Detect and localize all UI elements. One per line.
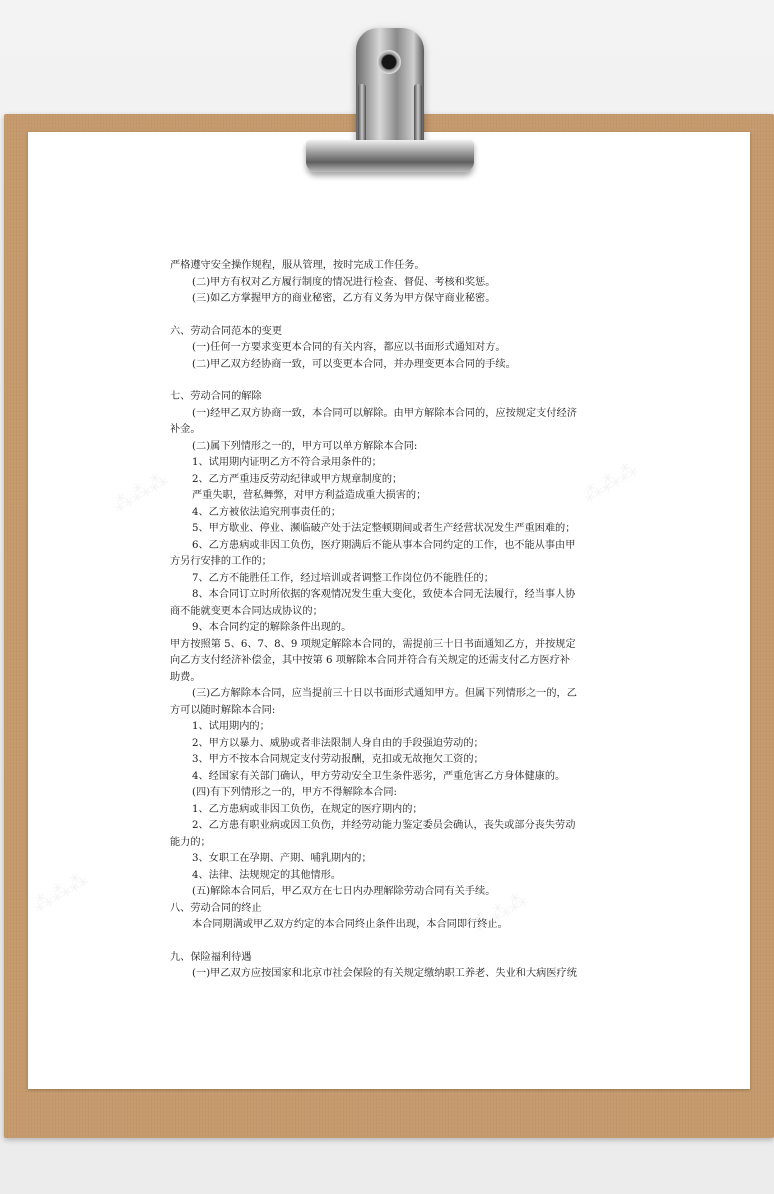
text-line: 补金。 [170, 424, 201, 435]
text-line: (五)解除本合同后，甲乙双方在七日内办理解除劳动合同有关手续。 [192, 886, 496, 897]
text-line: 5、甲方歇业、停业、濒临破产处于法定整顿期间或者生产经营状况发生严重困难的； [192, 523, 576, 534]
text-line: 3、甲方不按本合同规定支付劳动报酬，克扣或无故拖欠工资的； [192, 754, 484, 765]
text-line: (三)乙方解除本合同，应当提前三十日以书面形式通知甲方。但属下列情形之一的，乙 [192, 688, 577, 699]
text-line: 1、试用期内证明乙方不符合录用条件的； [192, 457, 382, 468]
text-line: 1、试用期内的； [192, 721, 270, 732]
text-line: 3、女职工在孕期、产期、哺乳期内的； [192, 853, 372, 864]
text-line: 4、经国家有关部门确认，甲方劳动安全卫生条件恶劣，严重危害乙方身体健康的。 [192, 770, 566, 782]
text-line: 2、乙方患有职业病或因工负伤，并经劳动能力鉴定委员会确认，丧失或部分丧失劳动 [192, 820, 576, 831]
text-line: 7、乙方不能胜任工作，经过培训或者调整工作岗位仍不能胜任的； [192, 572, 494, 584]
text-line: 方可以随时解除本合同: [170, 704, 276, 716]
text-line: 向乙方支付经济补偿金，其中按第 6 项解除本合同并符合有关规定的还需支付乙方医疗补 [170, 655, 571, 666]
text-line: 8、本合同订立时所依据的客观情况发生重大变化，致使本合同无法履行，经当事人协 [192, 589, 576, 600]
text-line: 1、乙方患病或非因工负伤，在规定的医疗期内的； [192, 803, 423, 815]
section-heading: 九、保险福利待遇 [170, 951, 252, 963]
text-line: 9、本合同约定的解除条件出现的。 [192, 622, 352, 633]
text-line: 2、甲方以暴力、威胁或者非法限制人身自由的手段强迫劳动的； [192, 737, 484, 749]
text-line: 严重失职，营私舞弊，对甲方利益造成重大损害的； [192, 490, 427, 501]
text-line: (二)属下列情形之一的，甲方可以单方解除本合同: [192, 440, 418, 452]
text-line: 甲方按照第 5、6、7、8、9 项规定解除本合同的，需提前三十日书面通知乙方，并按规定 [170, 638, 576, 650]
text-line: (三)如乙方掌握甲方的商业秘密，乙方有义务为甲方保守商业秘密。 [192, 293, 496, 304]
text-line: (二)甲乙双方经协商一致，可以变更本合同，并办理变更本合同的手续。 [192, 358, 516, 370]
clip-hole-icon [377, 50, 401, 74]
text-line: 商不能就变更本合同达成协议的； [170, 605, 323, 617]
text-line: 方另行安排的工作的； [170, 556, 272, 567]
text-line: 严格遵守安全操作规程，服从管理，按时完成工作任务。 [170, 260, 425, 271]
text-line: 能力的； [170, 836, 211, 848]
clip-wire-right [414, 84, 422, 144]
contract-text [170, 258, 610, 983]
clip-wire-left [358, 84, 366, 144]
section-heading: 六、劳动合同范本的变更 [170, 325, 283, 337]
text-line: 八、劳动合同的终止 [170, 902, 262, 914]
text-line: 4、乙方被依法追究刑事责任的； [192, 506, 342, 518]
text-line: 本合同期满或甲乙双方约定的本合同终止条件出现，本合同即行终止。 [192, 919, 508, 930]
text-line: 4、法律、法规规定的其他情形。 [192, 869, 342, 881]
section-heading: 七、劳动合同的解除 [170, 391, 262, 402]
text-line: (二)甲方有权对乙方履行制度的情况进行检查、督促、考核和奖惩。 [192, 276, 496, 288]
text-line: (一)经甲乙双方协商一致，本合同可以解除。由甲方解除本合同的，应按规定支付经济 [192, 407, 577, 419]
text-line: (一)甲乙双方应按国家和北京市社会保险的有关规定缴纳职工养老、失业和大病医疗统 [192, 968, 577, 979]
text-line: 6、乙方患病或非因工负伤，医疗期满后不能从事本合同约定的工作，也不能从事由甲 [192, 539, 576, 551]
clip-plate [306, 140, 474, 172]
text-line: 助费。 [170, 671, 201, 683]
text-line: (四)有下列情形之一的，甲方不得解除本合同: [192, 787, 397, 798]
text-line: (一)任何一方要求变更本合同的有关内容，都应以书面形式通知对方。 [192, 342, 506, 353]
text-line: 2、乙方严重违反劳动纪律或甲方规章制度的； [192, 473, 403, 485]
